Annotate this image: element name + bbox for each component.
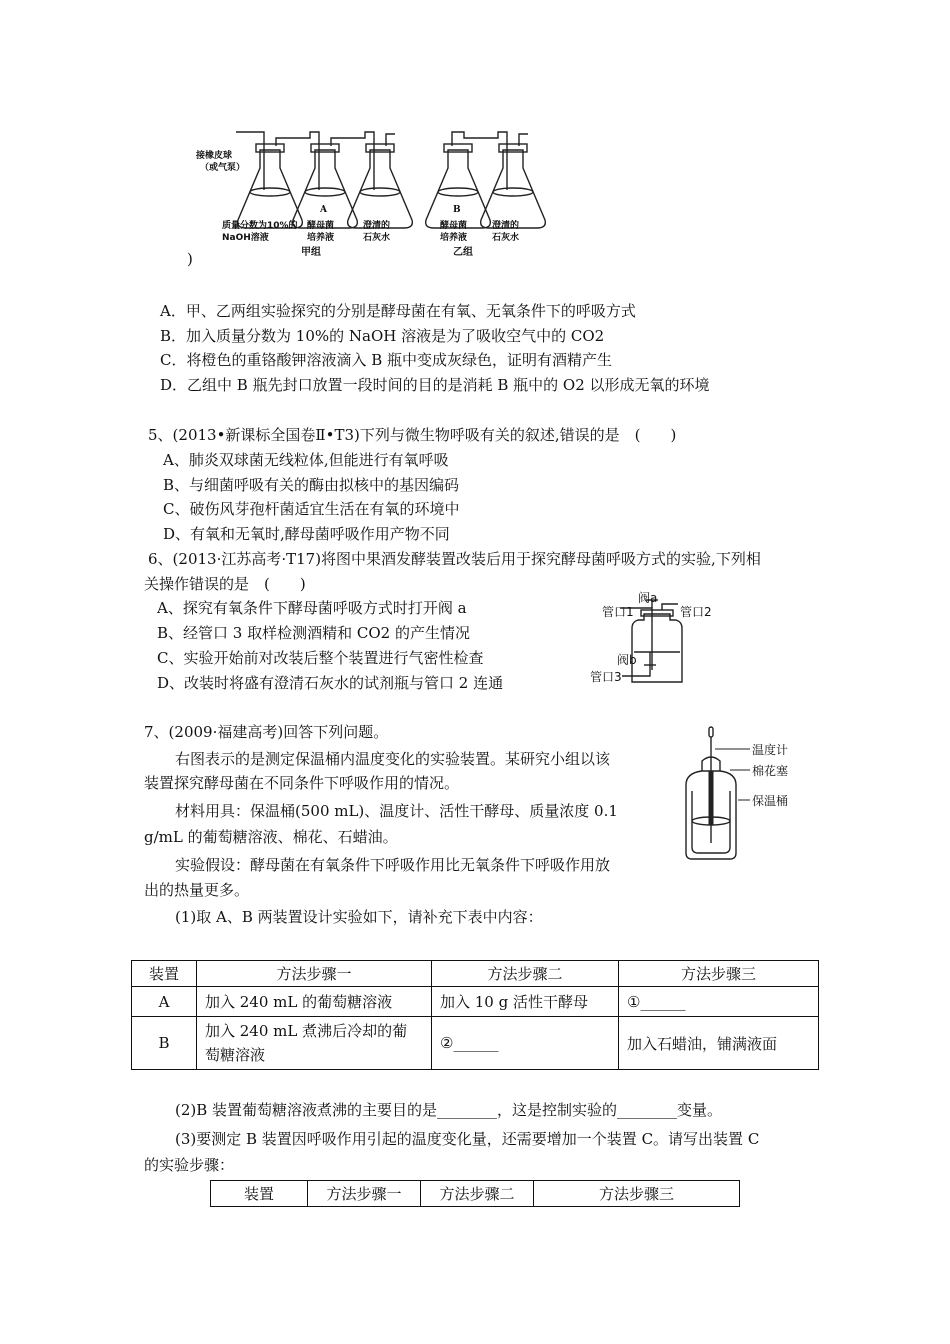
thermos-leader-lines [710, 745, 755, 805]
label-pipe-2: 管口2 [680, 605, 712, 619]
t1-header-step1: 方法步骤一 [197, 961, 432, 987]
q4-option-a: A．甲、乙两组实验探究的分别是酵母菌在有氧、无氧条件下的呼吸方式 [160, 302, 636, 320]
flask-b [426, 150, 491, 228]
q7-para1-b: 装置探究酵母菌在不同条件下呼吸作用的情况。 [144, 774, 460, 792]
q6-option-a: A、探究有氧条件下酵母菌呼吸方式时打开阀 a [157, 599, 467, 617]
q7-para2-a: 材料用具：保温桶(500 mL)、温度计、活性干酵母、质量浓度 0.1 [175, 802, 618, 820]
q6-stem-2: 关操作错误的是 ( ) [144, 575, 306, 593]
label-flask-b: B [453, 205, 461, 215]
q5-option-a: A、肺炎双球菌无线粒体,但能进行有氧呼吸 [163, 451, 449, 469]
t1-row-b-device: B [132, 1017, 197, 1070]
label-pump2: （或气泵） [200, 163, 246, 173]
q7-para3-b: 出的热量更多。 [144, 881, 250, 899]
t1-row-b-step1-line1: 加入 240 mL 煮沸后冷却的葡 [205, 1022, 408, 1040]
q7-sub1: (1)取 A、B 两装置设计实验如下，请补充下表中内容： [175, 908, 543, 926]
t1-row-b-step1-line2: 萄糖溶液 [205, 1046, 266, 1064]
label-lime-b2: 石灰水 [492, 233, 520, 243]
label-flask-a: A [320, 205, 327, 215]
label-pump: 接橡皮球 [196, 151, 233, 161]
t1-row-a-step2: 加入 10 g 活性干酵母 [432, 987, 619, 1017]
q5-stem: 5、(2013•新课标全国卷Ⅱ•T3)下列与微生物呼吸有关的叙述,错误的是 ( ) [148, 426, 677, 444]
q4-option-c: C．将橙色的重铬酸钾溶液滴入 B 瓶中变成灰绿色，证明有酒精产生 [160, 351, 613, 369]
label-lime2: 石灰水 [363, 233, 391, 243]
label-valve-b: 阀b [617, 653, 637, 667]
flask-lime-jia [348, 150, 413, 228]
t1-row-b-step2-blank[interactable]: ②______ [432, 1017, 619, 1070]
q4-option-d: D．乙组中 B 瓶先封口放置一段时间的目的是消耗 B 瓶中的 O2 以形成无氧的环境 [160, 376, 710, 394]
t1-header-step2: 方法步骤二 [432, 961, 619, 987]
label-bucket: 保温桶 [752, 794, 789, 808]
label-cotton: 棉花塞 [752, 764, 789, 778]
q5-option-c: C、破伤风芽孢杆菌适宜生活在有氧的环境中 [163, 500, 460, 518]
label-yeast-b1: 酵母菌 [440, 221, 468, 231]
q7-stem: 7、(2009·福建高考)回答下列问题。 [144, 723, 389, 741]
label-thermometer: 温度计 [752, 743, 789, 757]
paren-close: ) [187, 250, 193, 268]
label-yeast-b2: 培养液 [440, 233, 468, 243]
label-group-yi: 乙组 [453, 247, 473, 258]
q7-para2-b: g/mL 的葡萄糖溶液、棉花、石蜡油。 [144, 828, 398, 846]
label-yeast2: 培养液 [307, 233, 335, 243]
label-lime1: 澄清的 [363, 221, 391, 231]
q7-sub3-b: 的实验步骤： [144, 1156, 235, 1174]
label-group-jia: 甲组 [301, 247, 321, 258]
t1-header-device: 装置 [132, 961, 197, 987]
t2-header-step2: 方法步骤二 [421, 1181, 534, 1207]
q5-option-b: B、与细菌呼吸有关的酶由拟核中的基因编码 [163, 476, 460, 494]
label-naoh2: NaOH溶液 [222, 233, 269, 243]
label-lime-b1: 澄清的 [492, 221, 520, 231]
t2-header-step3: 方法步骤三 [534, 1181, 740, 1207]
q6-option-d: D、改装时将盛有澄清石灰水的试剂瓶与管口 2 连通 [157, 674, 504, 692]
flask-apparatus-figure [190, 120, 550, 270]
q6-stem-1: 6、(2013·江苏高考·T17)将图中果酒发酵装置改装后用于探究酵母菌呼吸方式的实验,下列相 [148, 550, 761, 568]
flask-lime-yi [481, 150, 546, 228]
label-naoh1: 质量分数为10%的 [222, 221, 298, 231]
label-yeast1: 酵母菌 [307, 221, 335, 231]
q4-option-b: B．加入质量分数为 10%的 NaOH 溶液是为了吸收空气中的 CO2 [160, 327, 605, 345]
q5-option-d: D、有氧和无氧时,酵母菌呼吸作用产物不同 [163, 525, 450, 543]
q7-sub3-a: (3)要测定 B 装置因呼吸作用引起的温度变化量，还需要增加一个装置 C。请写出装置 C [175, 1130, 760, 1148]
q7-para1-a: 右图表示的是测定保温桶内温度变化的实验装置。某研究小组以该 [175, 750, 611, 768]
label-valve-a: 阀a [638, 591, 658, 605]
experiment-table-2 [210, 1180, 740, 1207]
flask-a [293, 150, 358, 228]
label-pipe-1: 管口1 [602, 605, 634, 619]
t1-row-a-step1: 加入 240 mL 的葡萄糖溶液 [197, 987, 432, 1017]
t1-row-a-step3-blank[interactable]: ①______ [619, 987, 819, 1017]
label-pipe-3: 管口3 [590, 670, 622, 684]
t1-row-b-step3: 加入石蜡油，铺满液面 [619, 1017, 819, 1070]
q7-para3-a: 实验假设：酵母菌在有氧条件下呼吸作用比无氧条件下呼吸作用放 [175, 856, 611, 874]
q6-option-b: B、经管口 3 取样检测酒精和 CO2 的产生情况 [157, 624, 470, 642]
t1-row-a-device: A [132, 987, 197, 1017]
t1-row-b-step1 [197, 1017, 432, 1070]
q7-sub2: (2)B 装置葡萄糖溶液煮沸的主要目的是________，这是控制实验的________变量。 [175, 1101, 723, 1119]
q6-option-c: C、实验开始前对改装后整个装置进行气密性检查 [157, 649, 484, 667]
t2-header-step1: 方法步骤一 [308, 1181, 421, 1207]
flask-naoh [238, 150, 303, 228]
t2-header-device: 装置 [211, 1181, 308, 1207]
experiment-table-1 [131, 960, 819, 1070]
t1-header-step3: 方法步骤三 [619, 961, 819, 987]
